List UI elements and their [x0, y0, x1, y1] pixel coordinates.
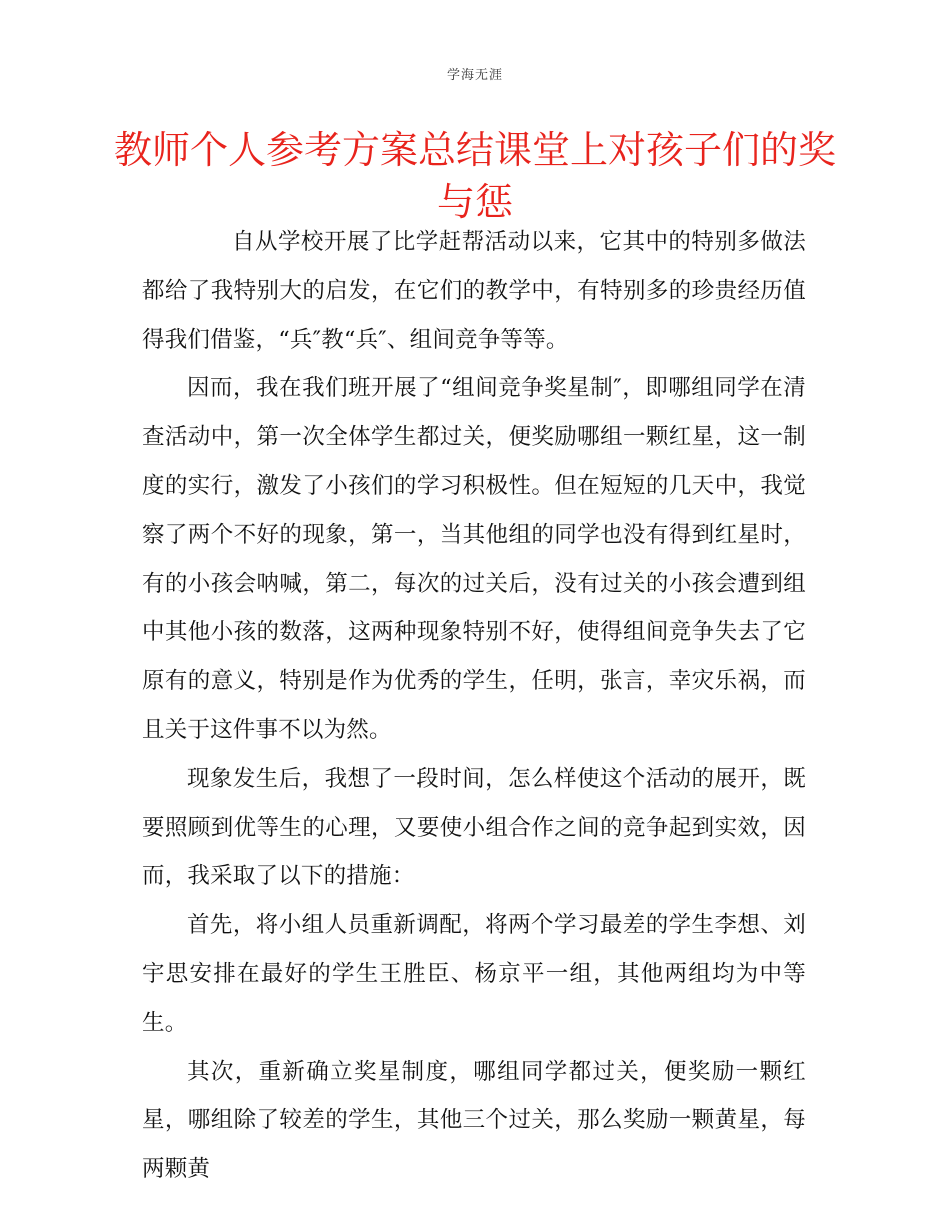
document-body — [142, 218, 806, 1194]
page-header: 学海无涯 — [446, 68, 503, 83]
paragraph-3: 现象发生后，我想了一段时间，怎么样使这个活动的展开，既要照顾到优等生的心理，又要使小组合作之间的竞争起到实效，因而，我采取了以下的措施： — [142, 765, 806, 890]
paragraph-2: 因而，我在我们班开展了“组间竞争奖星制″，即哪组同学在清查活动中，第一次全体学生都过关，便奖励哪组一颗红星，这一制度的实行，激发了小孩们的学习积极性。但在短短的几天中，我觉察了两个不好的现象，第一，当其他组的同学也没有得到红星时，有的小孩会呐喊，第二，每次的过关后，没有过关的小孩会遭到组中其他小孩的数落，这两种现象特别不好，使得组间竞争失去了它原有的意义，特别是作为优秀的学生，任明，张言，幸灾乐祸，而且关于这件事不以为然。 — [142, 375, 806, 743]
paragraph-5: 其次，重新确立奖星制度，哪组同学都过关，便奖励一颗红星，哪组除了较差的学生，其他三个过关，那么奖励一颗黄星，每两颗黄 — [142, 1058, 806, 1183]
document-title: 教师个人参考方案总结课堂上对孩子们的奖与惩 — [113, 128, 836, 224]
paragraph-4: 首先，将小组人员重新调配，将两个学习最差的学生李想、刘宇思安排在最好的学生王胜臣、杨京平一组，其他两组均为中等生。 — [142, 912, 806, 1036]
paragraph-1: 自从学校开展了比学赶帮活动以来，它其中的特别多做法都给了我特别大的启发，在它们的教学中，有特别多的珍贵经历值得我们借鉴，“兵″教“兵″、组间竞争等等。 — [142, 229, 806, 353]
